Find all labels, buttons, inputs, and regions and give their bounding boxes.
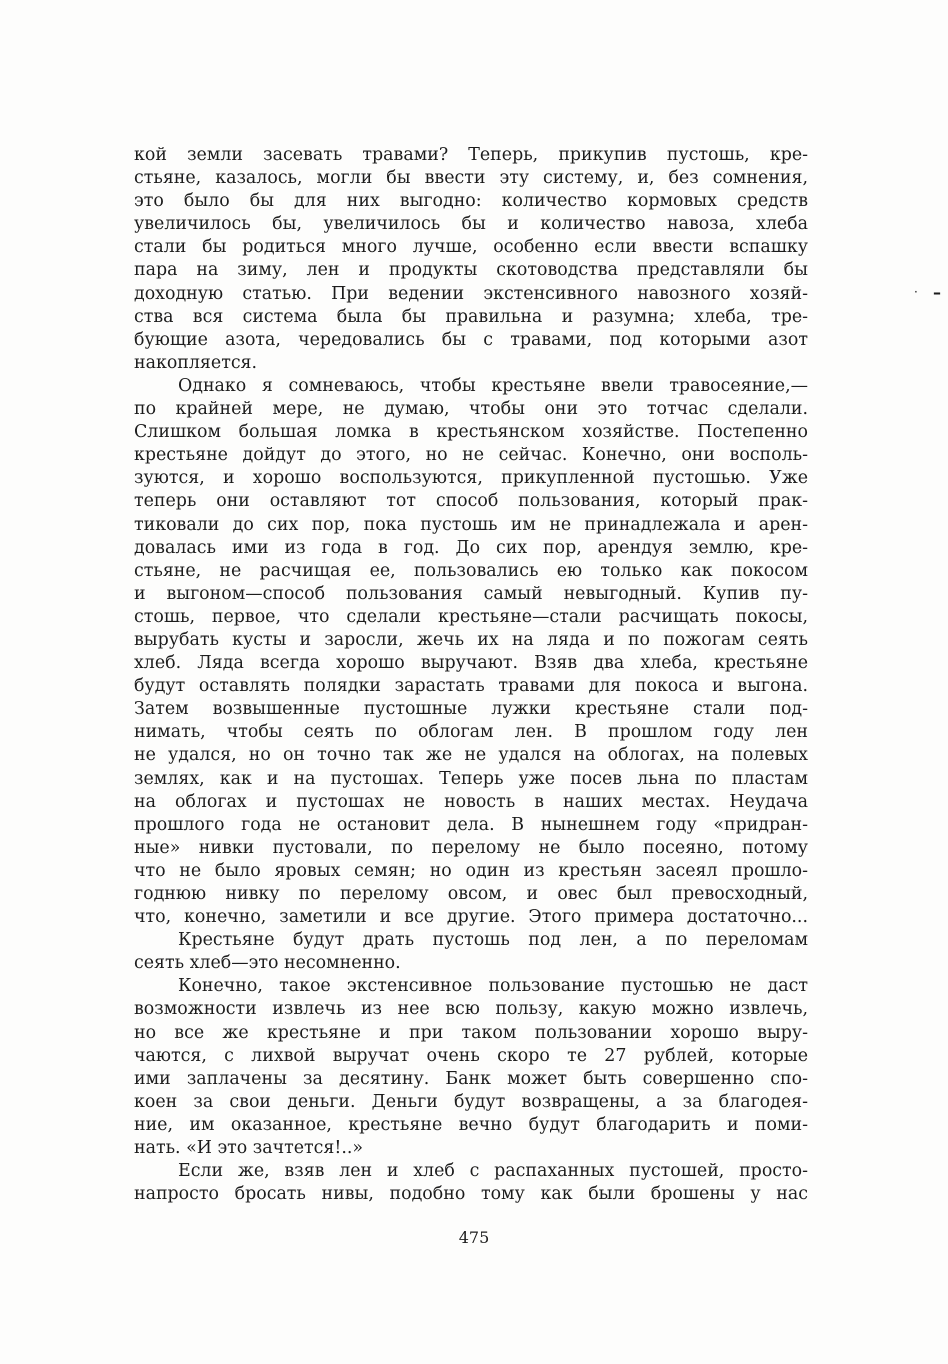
text-line: прошлого года не остановит дела. В нынешнем году «придран- (134, 814, 808, 835)
text-line: бующие азота, чередовались бы с травами, под которыми азот (134, 329, 808, 350)
text-line: не удался, но он точно так же не удался на облогах, на полевых (134, 745, 808, 766)
text-line: стошь, первое, что сделали крестьяне—стали расчищать покосы, (134, 606, 808, 627)
text-line: что не было яровых семян; но один из крестьян засеял прошло- (134, 860, 808, 881)
margin-dot-mark: · (914, 285, 918, 299)
page-number: 475 (458, 1228, 490, 1247)
text-line: Крестьяне будут драть пустошь под лен, а по переломам (178, 930, 808, 951)
text-line: по крайней мере, не думаю, чтобы они это тотчас сделали. (134, 399, 808, 420)
text-line: кой земли засевать травами? Теперь, прикупив пустошь, кре- (134, 145, 808, 165)
text-line: зуются, и хорошо воспользуются, прикупленной пустошью. Уже (134, 468, 808, 489)
text-line: напросто бросать нивы, подобно тому как были брошены у нас (134, 1184, 808, 1205)
text-line: Затем возвышенные пустошные лужки крестьяне стали под- (134, 699, 808, 720)
text-line: и выгоном—способ пользования самый невыгодный. Купив пу- (134, 583, 808, 604)
text-line: сеять хлеб—это несомненно. (134, 953, 401, 974)
text-line: Слишком большая ломка в крестьянском хозяйстве. Постепенно (134, 422, 808, 443)
text-line: тиковали до сих пор, пока пустошь им не принадлежала и арен- (134, 514, 808, 535)
text-line: вырубать кусты и заросли, жечь их на ляда и по пожогам сеять (134, 629, 808, 650)
text-line: но все же крестьяне и при таком пользовании хорошо выру- (134, 1022, 808, 1043)
text-line: доходную статью. При ведении экстенсивного навозного хозяй- (134, 283, 808, 304)
text-line: стьяне, казалось, могли бы ввести эту систему, и, без сомнения, (134, 168, 808, 189)
text-line: возможности извлечь из нее всю пользу, какую можно извлечь, (134, 999, 808, 1020)
text-line: Однако я сомневаюсь, чтобы крестьяне ввели травосеяние,— (178, 375, 808, 396)
text-line: увеличилось бы, увеличилось бы и количество навоза, хлеба (134, 214, 808, 235)
text-line: на облогах и пустошах не новость в наших местах. Неудача (134, 791, 808, 812)
text-line: это было бы для них выгодно: количество кормовых средств (134, 191, 808, 212)
text-line: нать. «И это зачтется!..» (134, 1138, 364, 1159)
text-line: землях, как и на пустошах. Теперь уже посев льна по пластам (134, 768, 808, 789)
text-line: ства вся система была бы правильна и разумна; хлеба, тре- (134, 306, 808, 327)
text-line: пара на зиму, лен и продукты скотоводства представляли бы (134, 260, 808, 281)
text-line: нимать, чтобы сеять по облогам лен. В прошлом году лен (134, 722, 808, 743)
text-line: ние, им оказанное, крестьяне вечно будут благодарить и поми- (134, 1114, 808, 1135)
text-line: довалась ими из года в год. До сих пор, арендуя землю, кре- (134, 537, 808, 558)
text-line: годнюю нивку по перелому овсом, и овес был превосходный, (134, 884, 808, 904)
text-line: накопляется. (134, 352, 258, 373)
text-line: крестьяне дойдут до этого, но не сейчас. Конечно, они восполь- (134, 445, 808, 466)
text-line: хлеб. Ляда всегда хорошо выручают. Взяв два хлеба, крестьяне (134, 653, 808, 674)
body-text (134, 144, 808, 1206)
margin-dash-mark: – (933, 283, 941, 302)
text-line: будут оставлять полядки зарастать травами для покоса и выгона. (134, 676, 808, 697)
text-line: коен за свои деньги. Деньги будут возвращены, а за благодея- (134, 1091, 808, 1112)
text-line: теперь они оставляют тот способ пользования, который прак- (134, 491, 808, 512)
text-line: ные» нивки пустовали, по перелому не было посеяно, потому (134, 837, 808, 858)
text-line: стьяне, не расчищая ее, пользовались ею только как покосом (134, 560, 808, 581)
text-line: что, конечно, заметили и все другие. Этого примера достаточно... (134, 907, 808, 928)
text-line: Конечно, такое экстенсивное пользование пустошью не даст (178, 976, 808, 997)
text-line: Если же, взяв лен и хлеб с распаханных пустошей, просто- (178, 1161, 808, 1182)
text-line: чаются, с лихвой выручат очень скоро те 27 рублей, которые (134, 1045, 808, 1066)
text-line: стали бы родиться много лучше, особенно если ввести вспашку (134, 237, 808, 258)
text-line: ими заплачены за десятину. Банк может быть совершенно спо- (134, 1068, 808, 1089)
